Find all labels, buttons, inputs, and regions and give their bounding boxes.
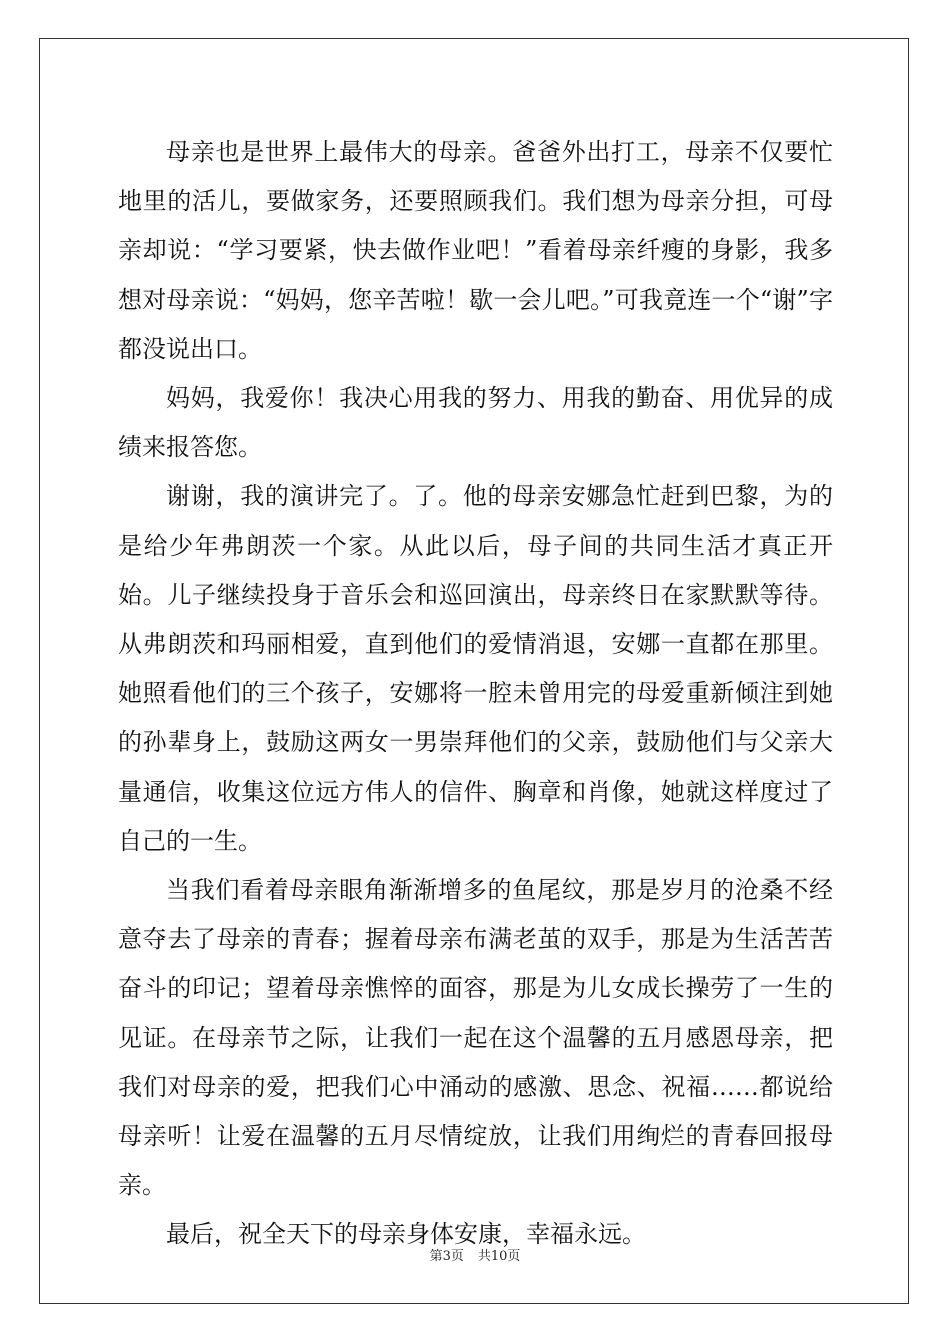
paragraph: 最后，祝全天下的母亲身体安康，幸福永远。 [166, 1220, 646, 1249]
paragraph: 妈妈，我爱你！我决心用我的努力、用我的勤奋、用优异的成绩来报答您。 [118, 384, 833, 462]
paragraph: 当我们看着母亲眼角渐渐增多的鱼尾纹，那是岁月的沧桑不经意夺去了母亲的青春；握着母亲布满老茧的双手，那是为生活苦苦奋斗的印记；望着母亲憔悴的面容，那是为儿女成长操劳了一生的见证。在母亲节之际，让我们一起在这个温馨的五月感恩母亲，把我们对母亲的爱，把我们心中涌动的感激、思念、祝福……都说给母亲听！让爱在温馨的五月尽情绽放，让我们用绚烂的青春回报母亲。 [118, 876, 833, 1200]
paragraph: 母亲也是世界上最伟大的母亲。爸爸外出打工，母亲不仅要忙地里的活儿，要做家务，还要照顾我们。我们想为母亲分担，可母亲却说：“学习要紧，快去做作业吧！”看着母亲纤瘦的身影，我多想对母亲说：“妈妈，您辛苦啦！歇一会儿吧。”可我竟连一个“谢”字都没说出口。 [118, 138, 833, 363]
document-body [118, 128, 833, 1260]
page-footer [0, 1245, 950, 1264]
current-page-number: 第3页 [429, 1249, 464, 1264]
total-page-count: 共10页 [477, 1249, 521, 1264]
paragraph: 谢谢，我的演讲完了。了。他的母亲安娜急忙赶到巴黎，为的是给少年弗朗茨一个家。从此以后，母子间的共同生活才真正开始。儿子继续投身于音乐会和巡回演出，母亲终日在家默默等待。从弗朗茨和玛丽相爱，直到他们的爱情消退，安娜一直都在那里。她照看他们的三个孩子，安娜将一腔未曾用完的母爱重新倾注到她的孙辈身上，鼓励这两女一男崇拜他们的父亲，鼓励他们与父亲大量通信，收集这位远方伟人的信件、胸章和肖像，她就这样度过了自己的一生。 [118, 482, 833, 855]
